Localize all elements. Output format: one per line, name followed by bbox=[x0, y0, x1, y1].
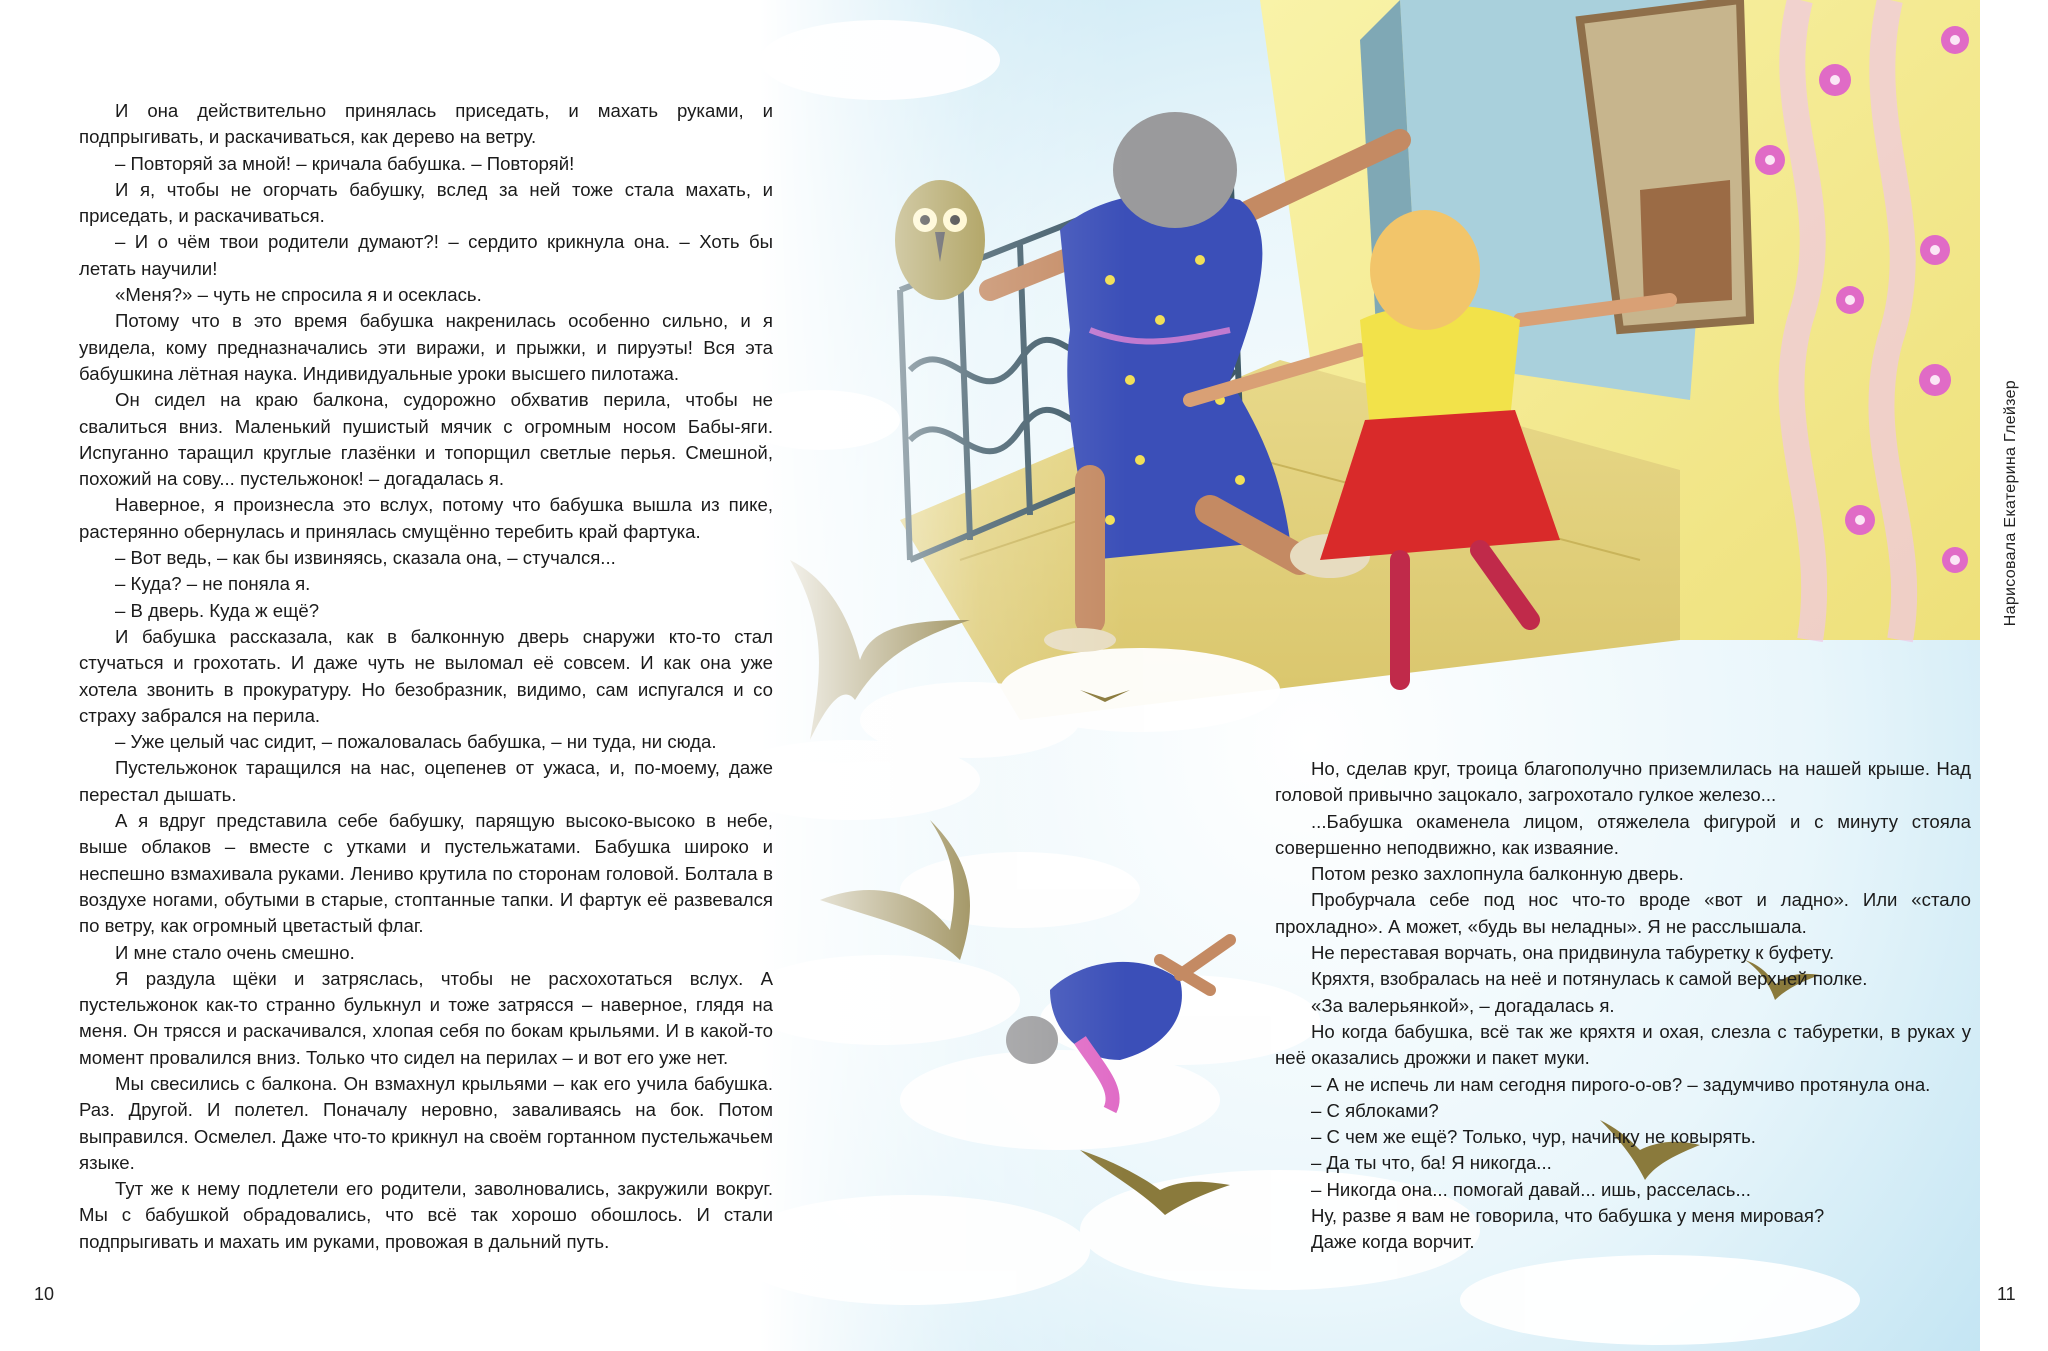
right-paragraph: ...Бабушка окаменела лицом, отяжелела фигурой и с минуту стояла совершенно неподвижно, как изваяние. bbox=[1275, 810, 1971, 858]
right-paragraph: Потом резко захлопнула балконную дверь. bbox=[1311, 863, 1684, 885]
left-paragraph: «Меня?» – чуть не спросила я и осеклась. bbox=[115, 284, 482, 306]
page-number-left: 10 bbox=[34, 1284, 55, 1304]
right-paragraph: Но когда бабушка, всё так же кряхтя и охая, слезла с табуретки, в руках у неё оказались дрожжи и пакет муки. bbox=[1275, 1020, 1971, 1069]
left-page-text bbox=[79, 98, 773, 1255]
left-paragraph: – Куда? – не поняла я. bbox=[115, 573, 311, 595]
right-paragraph: – Никогда она... помогай давай... ишь, расселась... bbox=[1311, 1178, 1751, 1200]
left-paragraph: И бабушка рассказала, как в балконную дверь снаружи кто-то стал стучаться и грохотать. И даже чуть не выломал её совсем. И как она уже хотела звонить в прокуратуру. Но безобразник, видимо, сам испугался и со страху забрался на перила. bbox=[79, 625, 773, 726]
left-paragraph: – Повторяй за мной! – кричала бабушка. – Повторяй! bbox=[115, 152, 575, 174]
right-paragraph: – С яблоками? bbox=[1311, 1099, 1439, 1121]
left-paragraph: А я вдруг представила себе бабушку, парящую высоко-высоко в небе, выше облаков – вместе с утками и пустельжатами. Бабушка широко и неспешно взмахивала руками. Лениво крутила по сторонам головой. Болтала в воздухе ногами, обутыми в старые, стоптанные тапки. И фартук её развевался по ветру, как огромный цветастый флаг. bbox=[79, 810, 773, 937]
left-paragraph: И я, чтобы не огорчать бабушку, вслед за ней тоже стала махать, и приседать, и раскачиваться. bbox=[79, 178, 773, 227]
page-number-right: 11 bbox=[1997, 1284, 2016, 1304]
left-paragraph: Пустельжонок таращился на нас, оцепенев от ужаса, и, по-моему, даже перестал дышать. bbox=[79, 757, 773, 805]
left-paragraph: И мне стало очень смешно. bbox=[115, 941, 355, 963]
illustrator-credit: Нарисовала Екатерина Глейзер bbox=[2002, 380, 2019, 627]
left-paragraph: И она действительно принялась приседать, и махать руками, и подпрыгивать, и раскачиваться, как дерево на ветру. bbox=[79, 100, 773, 148]
left-paragraph: Потому что в это время бабушка накренилась особенно сильно, и я увидела, кому предназначались эти виражи, и прыжки, и пируэты! Вся эта бабушкина лётная наука. Индивидуальные уроки высшего пилотажа. bbox=[79, 310, 773, 384]
right-paragraph: «За валерьянкой», – догадалась я. bbox=[1311, 994, 1615, 1016]
right-paragraph: – А не испечь ли нам сегодня пирого-о-ов? – задумчиво протянула она. bbox=[1311, 1073, 1931, 1095]
left-paragraph: Мы свесились с балкона. Он взмахнул крыльями – как его учила бабушка. Раз. Другой. И полетел. Поначалу неровно, заваливаясь на бок. Потом выправился. Осмелел. Даже что-то крикнул на своём гортанном пустельжачьем языке. bbox=[79, 1072, 773, 1173]
left-paragraph: Он сидел на краю балкона, судорожно обхватив перила, чтобы не свалиться вниз. Маленький пушистый мячик с огромным носом Бабы-яги. Испуганно таращил круглые глазёнки и топорщил светлые перья. Смешной, похожий на сову... пустельжонок! – догадалась я. bbox=[79, 389, 773, 490]
left-paragraph: – И о чём твои родители думают?! – сердито крикнула она. – Хоть бы летать научили! bbox=[79, 231, 773, 279]
right-paragraph: – Да ты что, ба! Я никогда... bbox=[1311, 1152, 1552, 1174]
left-paragraph: Тут же к нему подлетели его родители, заволновались, закружили вокруг. Мы с бабушкой обрадовались, что всё так хорошо обошлось. И стали подпрыгивать и махать им руками, провожая в дальний путь. bbox=[79, 1178, 773, 1252]
right-paragraph: Кряхтя, взобралась на неё и потянулась к самой верхней полке. bbox=[1311, 968, 1868, 990]
right-page-text bbox=[1275, 756, 1971, 1256]
right-paragraph: Ну, разве я вам не говорила, что бабушка у меня мировая? bbox=[1311, 1205, 1825, 1227]
right-paragraph: – С чем же ещё? Только, чур, начинку не ковырять. bbox=[1311, 1126, 1756, 1148]
left-paragraph: Я раздула щёки и затряслась, чтобы не расхохотаться вслух. А пустельжонок как-то странно булькнул и тоже затрясся – наверное, глядя на меня. Он трясся и раскачивался, хлопая себя по бокам крыльями. И в какой-то момент провалился вниз. Только что сидел на перилах – и вот его уже нет. bbox=[79, 967, 773, 1068]
right-paragraph: Пробурчала себе под нос что-то вроде «вот и ладно». Или «стало прохладно». А может, «будь вы неладны». Я не расслышала. bbox=[1275, 889, 1971, 937]
left-paragraph: Наверное, я произнесла это вслух, потому что бабушка вышла из пике, растерянно обернулась и принялась смущённо теребить край фартука. bbox=[79, 494, 773, 542]
right-paragraph: Но, сделав круг, троица благополучно приземлилась на нашей крыше. Над головой привычно зацокало, загрохотало гулкое железо... bbox=[1275, 758, 1971, 806]
left-paragraph: – Уже целый час сидит, – пожаловалась бабушка, – ни туда, ни сюда. bbox=[115, 731, 717, 753]
right-paragraph: Не переставая ворчать, она придвинула табуретку к буфету. bbox=[1311, 942, 1835, 964]
left-paragraph: – В дверь. Куда ж ещё? bbox=[115, 599, 320, 621]
left-paragraph: – Вот ведь, – как бы извиняясь, сказала она, – стучался... bbox=[115, 547, 616, 569]
right-paragraph: Даже когда ворчит. bbox=[1311, 1231, 1475, 1253]
